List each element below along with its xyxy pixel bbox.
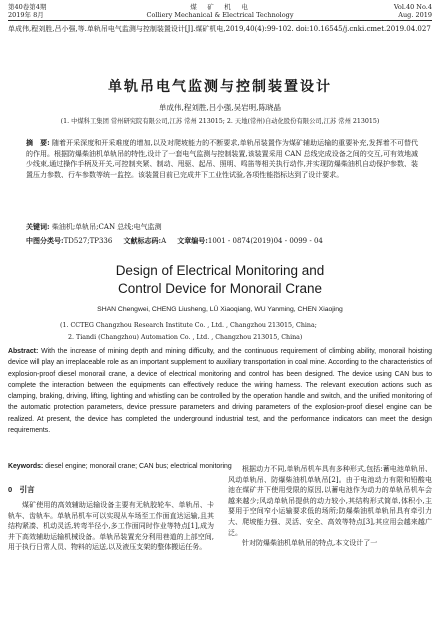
clc-label: 中图分类号: — [26, 236, 64, 245]
body-right-paragraph-1: 根据动力不同,单轨吊机车具有多种形式,包括:蓄电池单轨吊、风动单轨吊、防爆柴油机单轨吊[2]。由于电池动力有限和铅酸电池在煤矿井下使用受限的原因,以蓄电池作为动力的单轨吊机车会越来越少;风动单轨吊提供的动力较小,其结构形式简单,体积小,主要用于空间窄小运输要求低的场所;防爆柴油机单轨吊具有牵引力大、爬坡能力强、灵活、安全、高效等特点[3],其应用会越来越广泛。 — [228, 465, 432, 537]
keywords-en-text: diesel engine; monorail crane; CAN bus; electrical monitoring — [45, 463, 232, 470]
keywords-cn — [26, 222, 418, 232]
authors-cn: 单成伟,程刘胜,吕小强,吴岩明,陈晓晶 — [158, 103, 282, 112]
volume-info: Vol.40 No.4 Aug. 2019 — [393, 3, 432, 19]
article-no-label: 文章编号: — [177, 236, 208, 245]
authors-en: SHAN Chengwei, CHENG Liusheng, LÜ Xiaoqiang, WU Yanming, CHEN Xiaojing — [97, 306, 343, 313]
title-en: Design of Electrical Monitoring and Control Device for Monorail Crane — [115, 263, 325, 296]
abstract-en-label: Abstract: — [8, 348, 39, 355]
affiliation-en-2: 2. Tiandi (Changzhou) Automation Co. , Ltd. , Changzhou 213015, China) — [68, 334, 303, 341]
journal-name — [8, 3, 432, 19]
doc-code-value: A — [161, 237, 167, 245]
title-cn: 单轨吊电气监测与控制装置设计 — [108, 79, 332, 95]
abstract-cn-label: 摘 要: — [26, 138, 50, 147]
journal-name-en: Colliery Mechanical & Electrical Technology — [146, 11, 294, 19]
doc-code-label: 文献标志码: — [123, 236, 162, 245]
abstract-cn — [26, 138, 418, 180]
affiliation-en — [60, 320, 420, 344]
section-heading: 0 引言 — [8, 485, 35, 494]
body-right-column — [228, 464, 432, 549]
classification-line — [26, 236, 418, 246]
clc-value: TD527;TP336 — [63, 237, 113, 245]
body-right-paragraph-2: 针对防爆柴油机单轨吊的特点,本文设计了一 — [242, 539, 378, 548]
affiliation-cn: (1. 中煤科工集团 常州研究院有限公司,江苏 常州 213015; 2. 天地(常州)自动化股份有限公司,江苏 常州 213015) — [60, 118, 380, 125]
affiliation-en-1: (1. CCTEG Changzhou Research Institute Co. , Ltd. , Changzhou 213015, China; — [60, 322, 317, 329]
issue-info: 第40卷第4期 2019年 8月 — [8, 3, 47, 19]
keywords-en-label: Keywords: — [8, 463, 44, 470]
abstract-en — [8, 346, 432, 436]
keywords-cn-text: 柴油机;单轨吊;CAN 总线;电气监测 — [51, 223, 162, 231]
keywords-cn-label: 关键词: — [26, 222, 50, 231]
journal-name-cn: 煤 矿 机 电 — [190, 3, 250, 11]
abstract-en-text: With the increase of mining depth and mining difficulty, and the continuous requirement of climbing ability, monorail hoisting device will play an irreplaceable role as an important supplement to auxiliary transportation in coal mine. According to the characteristics of explosion-proof diesel monorail crane, a device of electrical monitoring and control has been designed. The device using CAN bus to complete the interaction between the equipments can effectively reduce the wiring harness. The relevant execution actions such as clamping, braking, driving, lifting, lighting and whistling can be controlled by the operation handle and switch, and the unified monitoring of the automatic protection parameters, device pressure parameters and driving parameters of the explosion-proof diesel engine can be realized. At present, the device has completed the underground industrial test, and the performance indicators can meet the design requirements. — [8, 348, 432, 435]
body-left-column: 煤矿使用的高效辅助运输设备主要有无轨胶轮车、单轨吊、卡轨车、齿轨车。单轨吊机车可以实现从车场至工作面直达运输,且其结构紧凑、机动灵活,转弯半径小,多工作面同时作业等特点[1],成为井下高效辅助运输机械设备。单轨吊装置充分利用巷道的上部空间,用于执行日常人员、物料的运送,以及液压支架的整体搬运任务。 — [8, 501, 214, 552]
journal-header — [8, 2, 432, 21]
abstract-cn-text: 随着开采深度和开采难度的增加,以及对爬坡能力的不断要求,单轨吊装置作为煤矿辅助运输的重要补充,发挥着不可替代的作用。根据防爆柴油机单轨吊的特性,设计了一套电气监测与控制装置,该装置采用 CAN 总线完成设备之间的交互,可有效地减少线束,通过操作手柄及开关,可控制夹紧、制动、甩驱、起吊、照明、鸣笛等相关执行动作,并实现防爆柴油机自动保护参数、装置压力参数、行车参数等统一监控。该装置目前已完成井下工业性试验,各项性能指标达到了设计要求。 — [26, 139, 418, 179]
article-no-value: 1001 - 0874(2019)04 - 0099 - 04 — [207, 237, 323, 245]
citation: 单成伟,程刘胜,吕小强,等.单轨吊电气监测与控制装置设计[J].煤矿机电,2019,40(4):99-102. doi:10.16545/j.cnki.cmet.2019.04.027 — [8, 25, 431, 33]
